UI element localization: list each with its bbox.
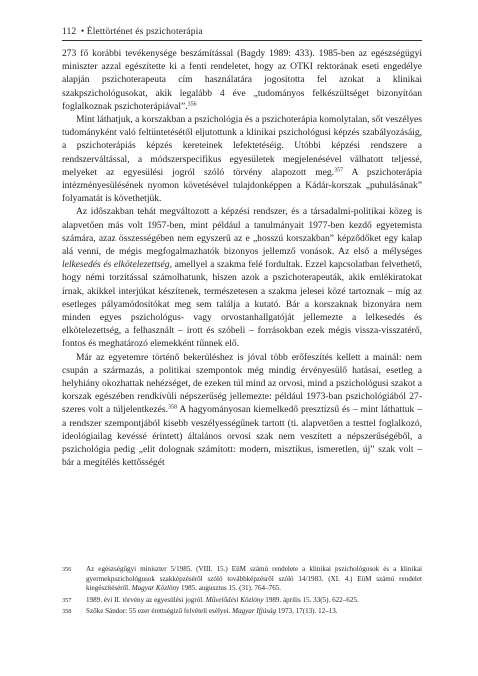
footnote-text: Az egészségügyi miniszter 5/1985. (VIII. 15.) EüM számú rendelete a klinikai pszichológusok és a klinikai gyermekpszichológusok szakképzéséről szóló továbbképzésről szóló 14/1983. (XI. 4.) EüM számú rendelet kiegészítéséről.	[86, 565, 422, 593]
footnote-text: Szőke Sándor: 55 ezer érettségiző felvételi esélyei.	[86, 606, 233, 615]
footnote-source: Művelődési Közlöny	[205, 595, 264, 604]
footnote-source: Magyar Közlöny	[131, 584, 180, 593]
paragraph-text: A pszichoterápia intézményesülésének nyomon követésével tulajdonképpen a Kádár-korszak „puhulásának” folyamatát is követhetjük.	[62, 166, 423, 205]
footnote-text: 1989. évi II. törvény az egyesülési jogról.	[86, 595, 206, 604]
footnote-number: 358	[62, 607, 72, 615]
running-header	[62, 26, 422, 37]
body-text	[62, 47, 422, 470]
footnote-source: Magyar Ifjúság	[232, 606, 277, 615]
paragraph-1	[62, 47, 422, 113]
footnote-ref: 358	[167, 404, 177, 411]
paragraph-text: A hagyományosan kiemelkedő presztízsű és – mint láthattuk – a rendszer szempontjából kisebb veszélyességűnek tartott (ti. alapvetően a testtel foglalkozó, ideológiailag kevéssé érintett) általános orvosi szak nem veszített a népszerűségéből, a pszichológia pedig „elit dolognak számított: modern, misztikus, ismeretlen, új” szak volt – bár a megítélés kettősségét	[62, 404, 422, 469]
footnote-text: 1989. április 15. 33(5). 622–625.	[263, 595, 359, 604]
footnote-number: 357	[62, 596, 72, 604]
footnote	[62, 565, 422, 594]
footnote-ref: 356	[187, 101, 197, 108]
running-title: • Élettörténet és pszichoterápia	[80, 26, 203, 37]
emphasis-text: lelkesedés és elkötelezettség	[62, 259, 170, 271]
footnote	[62, 607, 422, 617]
footnote-number: 356	[62, 566, 72, 573]
paragraph-2	[62, 113, 422, 205]
paragraph-text: Az időszakban tehát megváltozott a képzési rendszer, és a társadalmi-politikai közeg is alapvetően más volt 1957-ben, mint például a tanulmányait 1977-ben kezdő egyetemista számára, azaz összességében nem egyszerű az e „hosszú korszakban” képződőket egy kalap alá venni, de mégis megfogalmazhatók bizonyos jellemző vonások. Az első a mélységes	[62, 206, 422, 258]
paragraph-text: Mint láthatjuk, a korszakban a pszichológia és a pszichoterápia komolytalan, sőt veszélyes tudományként való feltüntetésétől eljutottunk a klinikai pszichológusi képzés szabályozásáig, a pszichoterápiás képzés kereteinek lefektetéséig. Utóbbi képzési rendszere a rendszerváltással, a módszerspecifikus egyesületek megjelenésével válhatott teljessé, melyeket az egyesülési jogról szóló törvény alapozott meg.	[62, 114, 422, 178]
paragraph-text: , amellyel a szakma felé fordultak. Ezzel kapcsolatban felvethető, hogy némi torzítással számolhatunk, hiszen azok a pszichoterapeuták, akik emlékiratokat írnak, akikkel interjúkat készítenek, természetesen a szakma jelesei közé tartoznak – míg az esetleges pályamódosítókat meg sem találja a kutató. Bár a korszaknak bizonyára nem minden egyes pszichológus- vagy orvostanhallgatóját jellemezte a lelkesedés és elkötelezettség, a felhasznált – írott és szóbeli – forrásokban ezek mégis vissza-visszatérő, fontos és meghatározó elemekként tűnnek elő.	[62, 259, 422, 350]
footnote-text: 1973, 17(13). 12–13.	[276, 606, 338, 615]
footnote-text: 1985. augusztus 15. (31). 764–765.	[179, 584, 282, 593]
paragraph-4	[62, 351, 422, 470]
page-number: 112	[62, 26, 77, 37]
paragraph-text: Már az egyetemre történő bekerüléshez is jóval több erőfeszítés kellett a mainál: nem csupán a származás, a politikai szempontok még mindig érvényesülő hatásai, esetleg a helyhiány okozhattak nehézséget, de ezeken túl mind az orvosi, mind a pszichológusi szakot a korszak egészében rendkívüli népszerűség jellemezte: például 1973-ban pszichológiából 27-szeres volt a túljelentkezés.	[62, 351, 422, 416]
paragraph-3	[62, 205, 422, 350]
footnote-ref: 357	[334, 167, 344, 174]
paragraph-text: 273 fő korábbi tevékenysége beszámítással (Bagdy 1989: 433). 1985-ben az egészségügyi miniszter azzal egészítette ki a fenti rendeletet, hogy az OTKI rektorának eseti engedélye alapján pszichoterapeuta cím használatára jogosította fel azokat a klinikai szakpszichológusokat, akik legalább 4 éve „tudományos felkészültséget bizonyítóan foglalkoznak pszichoterápiával”.	[62, 48, 422, 112]
header-rule	[62, 40, 422, 41]
footnote	[62, 596, 422, 606]
footnotes	[62, 565, 422, 618]
